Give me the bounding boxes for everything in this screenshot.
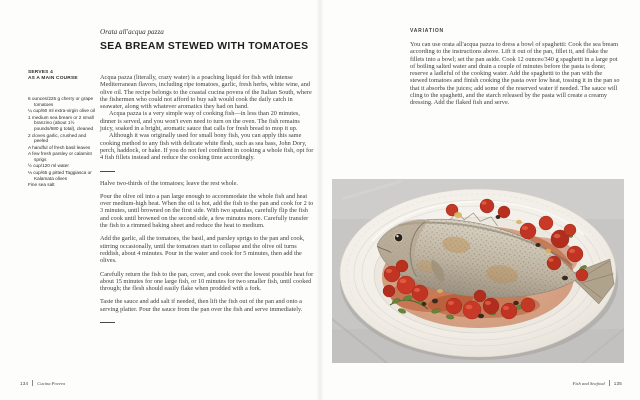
ingredient-item: 1 medium sea bream or 2 small branzino (about 1½ pounds/680 g total), cleaned (28, 114, 94, 132)
footer-left (20, 380, 65, 386)
step-paragraph: Carefully return the fish to the pan, cover, and cook over the lowest possible heat for about 15 minutes for one large fish, or 10 minutes for two smaller fish, until cooked through; the flesh should easily flake when prodded with a fork. (100, 270, 314, 293)
recipe-title: SEA BREAM STEWED WITH TOMATOES (100, 41, 309, 52)
book-title: Cucina Povera (37, 380, 65, 386)
serves-note (28, 70, 96, 82)
recipe-body (100, 74, 314, 323)
footer-separator (32, 380, 33, 386)
ingredient-item: 6 ounces/225 g cherry or grape tomatoes (28, 96, 94, 107)
recipe-subtitle-italian: Orata all'acqua pazza (100, 28, 164, 36)
section-divider (100, 171, 115, 172)
ingredient-item: Fine sea salt (28, 181, 55, 187)
step-paragraph: Pour the olive oil into a pan large enough to accommodate the whole fish and heat over medium-high heat. When the oil is hot, add the fish to the pan and cook for 2 to 3 minutes, until browned on the first side. With two spatulas, carefully flip the fish and cook until browned on the second side, a few minutes more. Carefully transfer the fish to a rimmed baking sheet and reduce the heat to medium. (100, 192, 314, 230)
ingredients-list (28, 96, 96, 188)
dish-photo (332, 179, 624, 363)
ingredient-item: ½ cup/120 ml water (28, 163, 69, 169)
ingredient-item: ¼ cup/60 ml extra-virgin olive oil (28, 108, 95, 114)
step-paragraph: Halve two-thirds of the tomatoes; leave the rest whole. (100, 179, 238, 187)
page-right (320, 0, 640, 400)
section-divider (100, 322, 115, 323)
intro-paragraph: Acqua pazza is a very simple way of cooking fish—in less than 20 minutes, dinner is served, and you won't even need to turn on the oven. The fish remains juicy, soaked in a bright, aromatic sauce that calls for fresh bread to mop it up. (100, 110, 300, 133)
intro-paragraph: Although it was originally used for small bony fish, you can apply this same cooking method to any fish with delicate white flesh, such as sea bass, John Dory, perch, haddock, or hake. If you do not feel confident in cooking a whole fish, opt for 4 fish fillets instead and reduce the cooking time accordingly. (100, 132, 314, 162)
ingredient-item: A few fresh parsley or calamint sprigs (28, 151, 92, 162)
step-paragraph: Add the garlic, all the tomatoes, the basil, and parsley sprigs to the pan and cook, stirring occasionally, until the tomatoes start to collapse and the olive oil turns reddish, about 4 minutes. Pour in the water and cook for 5 minutes, then add the olives. (100, 235, 305, 265)
footer-right (573, 380, 622, 386)
ingredient-item: A handful of fresh basil leaves (28, 144, 91, 150)
sea-bream-platter-illustration (332, 179, 624, 363)
serves-line1: SERVES 4 (28, 70, 53, 75)
variation-label: VARIATION (410, 28, 444, 34)
recipe-column (100, 28, 314, 331)
intro-paragraph: Acqua pazza (literally, crazy water) is a poaching liquid for fish with intense Mediterranean flavors, including ripe tomatoes, garlic, fresh herbs, white wine, and olive oil. The recipe belongs to the coastal cucina povera of the Italian South, where the fishermen who could not afford to buy salt would cook the daily catch in seawater, along with whatever aromatics they had on hand. (100, 74, 312, 111)
section-title: Fish and Seafood (572, 380, 605, 386)
ingredient-item: 2 cloves garlic, crushed and peeled (28, 132, 87, 144)
variation-paragraph: You can use orata all'acqua pazza to dress a bowl of spaghetti: Cook the sea bream according to the instructions above. Lift it out of the pan, fillet it, and flake the fillets into a bowl; set the pan aside. Cook 12 ounces/340 g spaghetti in a large pot of boiling salted water and drain a couple of minutes before the pasta is done; reserve a ladleful of the cooking water. Add the spaghetti to the pan with the stewed tomatoes and finish cooking the pasta over low heat, tossing it in the pan so that it absorbs the juices; add some of the reserved water if needed. The sauce will cling to the spaghetti, and the starch released by the pasta will create a creamy dressing. Add the flaked fish and serve. (410, 41, 620, 107)
serves-line2: AS A MAIN COURSE (28, 76, 78, 81)
page-number: 135 (613, 380, 622, 386)
ingredients-sidebar (28, 70, 96, 188)
step-paragraph: Taste the sauce and add salt if needed, then lift the fish out of the pan and onto a serving platter. Pour the sauce from the pan over the fish and serve immediately. (100, 298, 303, 313)
page-number: 134 (20, 380, 29, 386)
variation-column (410, 28, 620, 107)
ingredient-item: ⅓ cup/65 g pitted Taggiasca or Kalamata olives (28, 169, 92, 181)
footer-separator (609, 380, 610, 386)
